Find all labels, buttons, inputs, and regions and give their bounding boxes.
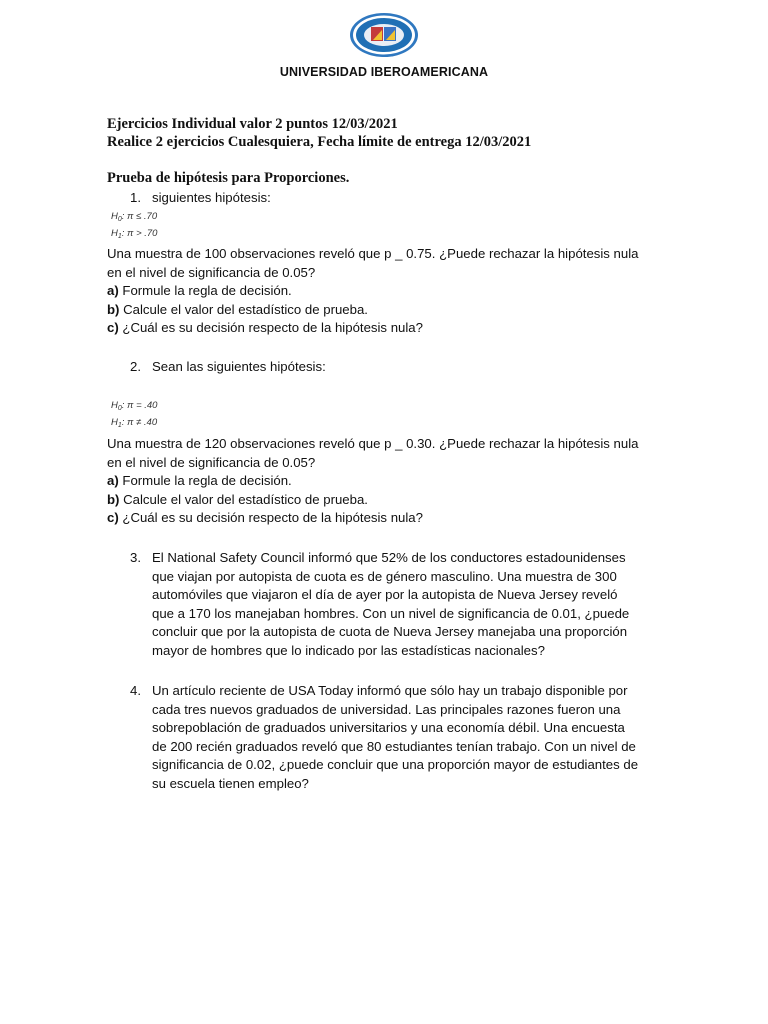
text-line: de 200 recién graduados reveló que 80 estudiantes tenían trabajo. Con un nivel de [152, 738, 636, 754]
exercise-3 [130, 549, 670, 661]
exercise-1-heading [130, 189, 271, 208]
text-line: que a 170 los manejaban hombres. Con un nivel de significancia de 0.01, ¿puede [152, 605, 630, 621]
university-seal-logo [349, 12, 419, 58]
question-a: a) Formule la regla de decisión. [107, 283, 292, 299]
text-line: que viajan por autopista de cuota es de género masculino. Una muestra de 300 [152, 568, 617, 584]
section-title: Prueba de hipótesis para Proporciones. [107, 170, 350, 186]
statement-line: Una muestra de 100 observaciones reveló que p _ 0.75. ¿Puede rechazar la hipótesis nula [107, 246, 639, 261]
exercise-number: 2. [130, 359, 141, 374]
text-line: concluir que por la autopista de cuota de Nueva Jersey manejaba una proporción [152, 624, 628, 640]
text-line: automóviles que viajaron el día de ayer por la autopista de Nueva Jersey reveló [152, 587, 618, 603]
exercise-number: 1. [130, 190, 141, 205]
text-line: cada tres nuevos graduados de universidad. Las principales razones fueron una [152, 701, 621, 717]
university-name: UNIVERSIDAD IBEROAMERICANA [279, 65, 489, 79]
assignment-title: Ejercicios Individual valor 2 puntos 12/03/2021 [107, 116, 398, 132]
exercise-2-body [107, 435, 667, 528]
exercise-text [152, 549, 670, 661]
exercise-1-body [107, 245, 667, 338]
text-line: su escuela tienen empleo? [152, 775, 309, 791]
question-b: b) Calcule el valor del estadístico de prueba. [107, 491, 368, 507]
statement-line: en el nivel de significancia de 0.05? [107, 454, 316, 470]
text-line: Un artículo reciente de USA Today informó que sólo hay un trabajo disponible por [152, 683, 628, 698]
exercise-intro: siguientes hipótesis: [152, 190, 271, 205]
alternative-hypothesis: $H_1$: π > .70 [111, 228, 158, 240]
text-line: significancia de 0.02, ¿puede concluir que una proporción mayor de estudiantes de [152, 757, 639, 773]
statement-line: Una muestra de 120 observaciones reveló que p _ 0.30. ¿Puede rechazar la hipótesis nula [107, 436, 639, 451]
alternative-hypothesis: $H_1$: π ≠ .40 [111, 417, 158, 429]
exercise-2-heading [130, 358, 326, 377]
assignment-instructions: Realice 2 ejercicios Cualesquiera, Fecha límite de entrega 12/03/2021 [107, 134, 532, 150]
question-a: a) Formule la regla de decisión. [107, 473, 292, 489]
exercise-number: 4. [130, 683, 141, 698]
text-line: sobrepoblación de graduados universitarios y una economía débil. Una encuesta [152, 720, 625, 736]
question-b: b) Calcule el valor del estadístico de prueba. [107, 301, 368, 317]
null-hypothesis: $H_0$: π = .40 [111, 400, 158, 412]
exercise-intro: Sean las siguientes hipótesis: [152, 359, 326, 374]
exercise-number: 3. [130, 550, 141, 565]
statement-line: en el nivel de significancia de 0.05? [107, 264, 316, 280]
text-line: mayor de hombres que lo indicado por las estadísticas nacionales? [152, 642, 545, 658]
text-line: El National Safety Council informó que 52% de los conductores estadounidenses [152, 550, 626, 565]
exercise-4 [130, 682, 670, 794]
exercise-text [152, 682, 670, 794]
null-hypothesis: $H_0$: π ≤ .70 [111, 211, 158, 223]
question-c: c) ¿Cuál es su decisión respecto de la hipótesis nula? [107, 320, 423, 336]
question-c: c) ¿Cuál es su decisión respecto de la hipótesis nula? [107, 510, 423, 526]
